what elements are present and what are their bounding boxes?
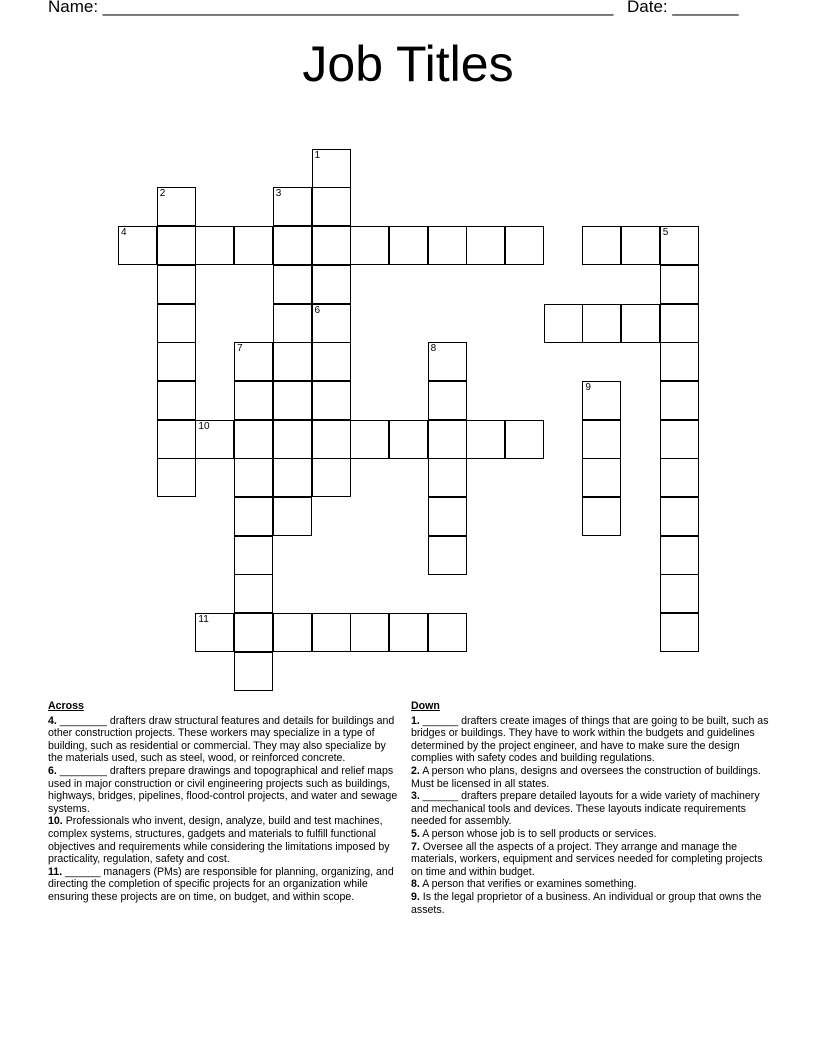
page-title: Job Titles (302, 36, 514, 92)
grid-cell[interactable] (660, 381, 699, 420)
grid-cell[interactable] (660, 536, 699, 575)
clue-num: 6. (48, 764, 57, 777)
grid-cell[interactable] (157, 381, 196, 420)
grid-cell[interactable] (195, 420, 234, 459)
grid-cell[interactable] (582, 420, 621, 459)
clue-num: 7. (411, 840, 420, 853)
clue-text: ______ drafters create images of things that are going to be built, such as bridges or buildings. They have to work within the budgets and guidelines determined by the project engineer, and have to make sure the design complies with safety codes and building regulations. (411, 714, 769, 765)
clue-number: 8 (430, 343, 437, 355)
grid-cell[interactable] (350, 420, 389, 459)
grid-cell[interactable] (660, 420, 699, 459)
clue-number: 2 (159, 188, 166, 200)
grid-cell[interactable] (234, 381, 273, 420)
clue-number: 1 (314, 149, 321, 161)
clue-num: 5. (411, 827, 420, 840)
grid-cell[interactable] (157, 226, 196, 265)
grid-cell[interactable] (350, 226, 389, 265)
grid-cell[interactable] (466, 420, 505, 459)
grid-cell[interactable] (660, 304, 699, 343)
grid-cell[interactable] (312, 381, 351, 420)
grid-cell[interactable] (389, 420, 428, 459)
grid-cell[interactable] (505, 420, 544, 459)
clue-item (411, 715, 771, 765)
grid-cell[interactable] (312, 265, 351, 304)
grid-cell[interactable] (234, 652, 273, 691)
grid-cell[interactable] (544, 304, 583, 343)
grid-cell[interactable] (428, 613, 467, 652)
clue-number: 9 (585, 381, 591, 393)
grid-cell[interactable] (505, 226, 544, 265)
grid-cell[interactable] (312, 613, 351, 652)
grid-cell[interactable] (234, 420, 273, 459)
grid-cell[interactable] (157, 265, 196, 304)
grid-cell[interactable] (195, 613, 234, 652)
grid-cell[interactable] (621, 304, 660, 343)
grid-cell[interactable] (582, 304, 621, 343)
clue-text: Professionals who invent, design, analyze, build and test machines, complex systems, structures, gadgets and materials to fulfill functional objectives and requirements while considering the limitations imposed by practicality, regulation, safety and cost. (48, 815, 390, 866)
grid-cell[interactable] (273, 420, 312, 459)
grid-cell[interactable] (428, 381, 467, 420)
clue-num: 11. (48, 865, 63, 878)
grid-cell[interactable] (157, 187, 196, 226)
clue-item (411, 765, 771, 790)
down-heading: Down (411, 700, 440, 712)
grid-cell[interactable] (273, 381, 312, 420)
clue-number: 6 (314, 304, 321, 316)
grid-cell[interactable] (660, 574, 699, 613)
down-clues (411, 700, 771, 916)
clue-num: 9. (411, 890, 420, 903)
grid-cell[interactable] (389, 226, 428, 265)
grid-cell[interactable] (312, 304, 351, 343)
grid-cell[interactable] (660, 497, 699, 536)
grid-cell[interactable] (273, 187, 312, 226)
grid-cell[interactable] (273, 342, 312, 381)
grid-cell[interactable] (195, 226, 234, 265)
grid-cell[interactable] (428, 226, 467, 265)
grid-cell[interactable] (428, 536, 467, 575)
clue-item (411, 891, 771, 916)
clue-number: 7 (237, 343, 243, 355)
grid-cell[interactable] (312, 149, 351, 188)
clue-text: ________ drafters prepare drawings and topographical and relief maps used in major construction or civil engineering projects such as buildings, highways, bridges, pipelines, flood-control projects, and water and sewage systems. (48, 764, 398, 815)
grid-cell[interactable] (273, 497, 312, 536)
grid-cell[interactable] (234, 342, 273, 381)
clue-num: 10. (48, 815, 63, 828)
clue-num: 8. (411, 878, 420, 891)
grid-cell[interactable] (234, 497, 273, 536)
grid-cell[interactable] (273, 458, 312, 497)
down-clue-list (411, 715, 771, 917)
across-clues (48, 700, 403, 904)
grid-cell[interactable] (234, 574, 273, 613)
grid-cell[interactable] (389, 613, 428, 652)
grid-cell[interactable] (428, 420, 467, 459)
grid-cell[interactable] (312, 420, 351, 459)
grid-cell[interactable] (157, 458, 196, 497)
clue-num: 4. (48, 714, 57, 727)
grid-cell[interactable] (312, 342, 351, 381)
grid-cell[interactable] (234, 536, 273, 575)
grid-cell[interactable] (428, 458, 467, 497)
clue-number: 5 (662, 227, 669, 239)
clue-number: 4 (121, 227, 127, 239)
grid-cell[interactable] (234, 613, 273, 652)
grid-cell[interactable] (428, 342, 467, 381)
clue-text: ______ managers (PMs) are responsible for planning, organizing, and directing the completion of specific projects for an organization while ensuring these projects are on time, on budget, and within scope. (48, 865, 394, 903)
clue-text: ______ drafters prepare detailed layouts for a wide variety of machinery and mechanical tools and devices. These layouts indicate requirements needed for assembly. (411, 790, 760, 828)
date-field: Date: _______ (627, 0, 739, 16)
grid-cell[interactable] (582, 226, 621, 265)
clue-item (48, 866, 403, 904)
grid-cell[interactable] (273, 613, 312, 652)
across-heading: Across (48, 700, 84, 712)
clue-number: 11 (198, 614, 209, 626)
grid-cell[interactable] (582, 497, 621, 536)
grid-cell[interactable] (312, 226, 351, 265)
grid-cell[interactable] (157, 304, 196, 343)
clue-item (411, 828, 771, 841)
grid-cell[interactable] (660, 342, 699, 381)
grid-cell[interactable] (466, 226, 505, 265)
grid-cell[interactable] (234, 226, 273, 265)
grid-cell[interactable] (660, 226, 699, 265)
clue-text: ________ drafters draw structural features and details for buildings and other construction projects. These workers may specialize in a type of building, such as residential or commercial. They may also specialize by the materials used, such as steel, wood, or reinforced concrete. (48, 714, 395, 765)
clue-text: A person who plans, designs and oversees the construction of buildings. Must be licensed in all states. (411, 764, 761, 790)
grid-cell[interactable] (157, 420, 196, 459)
clue-item (48, 715, 403, 765)
clue-text: A person whose job is to sell products or services. (422, 827, 657, 840)
grid-cell[interactable] (118, 226, 157, 265)
grid-cell[interactable] (273, 265, 312, 304)
grid-cell[interactable] (350, 613, 389, 652)
grid-cell[interactable] (660, 458, 699, 497)
grid-cell[interactable] (312, 187, 351, 226)
clue-item (411, 841, 771, 879)
grid-cell[interactable] (582, 381, 621, 420)
grid-cell[interactable] (428, 497, 467, 536)
clue-num: 2. (411, 764, 420, 777)
grid-cell[interactable] (582, 458, 621, 497)
grid-cell[interactable] (157, 342, 196, 381)
clue-text: Oversee all the aspects of a project. They arrange and manage the materials, workers, equipment and services needed for completing projects on time and within budget. (411, 840, 763, 878)
across-clue-list (48, 715, 403, 904)
name-field: Name: ______________________________________________________ (48, 0, 614, 16)
clue-item (48, 815, 403, 865)
grid-cell[interactable] (621, 226, 660, 265)
grid-cell[interactable] (312, 458, 351, 497)
clue-num: 1. (411, 714, 420, 727)
clue-item (411, 790, 771, 828)
clue-number: 3 (275, 188, 282, 200)
clue-num: 3. (411, 790, 420, 803)
clue-text: A person that verifies or examines something. (422, 878, 637, 891)
grid-cell[interactable] (273, 304, 312, 343)
grid-cell[interactable] (234, 458, 273, 497)
grid-cell[interactable] (660, 613, 699, 652)
grid-cell[interactable] (273, 226, 312, 265)
clue-number: 10 (198, 420, 210, 432)
grid-cell[interactable] (660, 265, 699, 304)
clue-text: Is the legal proprietor of a business. An individual or group that owns the assets. (411, 890, 762, 916)
clue-item (48, 765, 403, 815)
clue-item (411, 878, 771, 891)
